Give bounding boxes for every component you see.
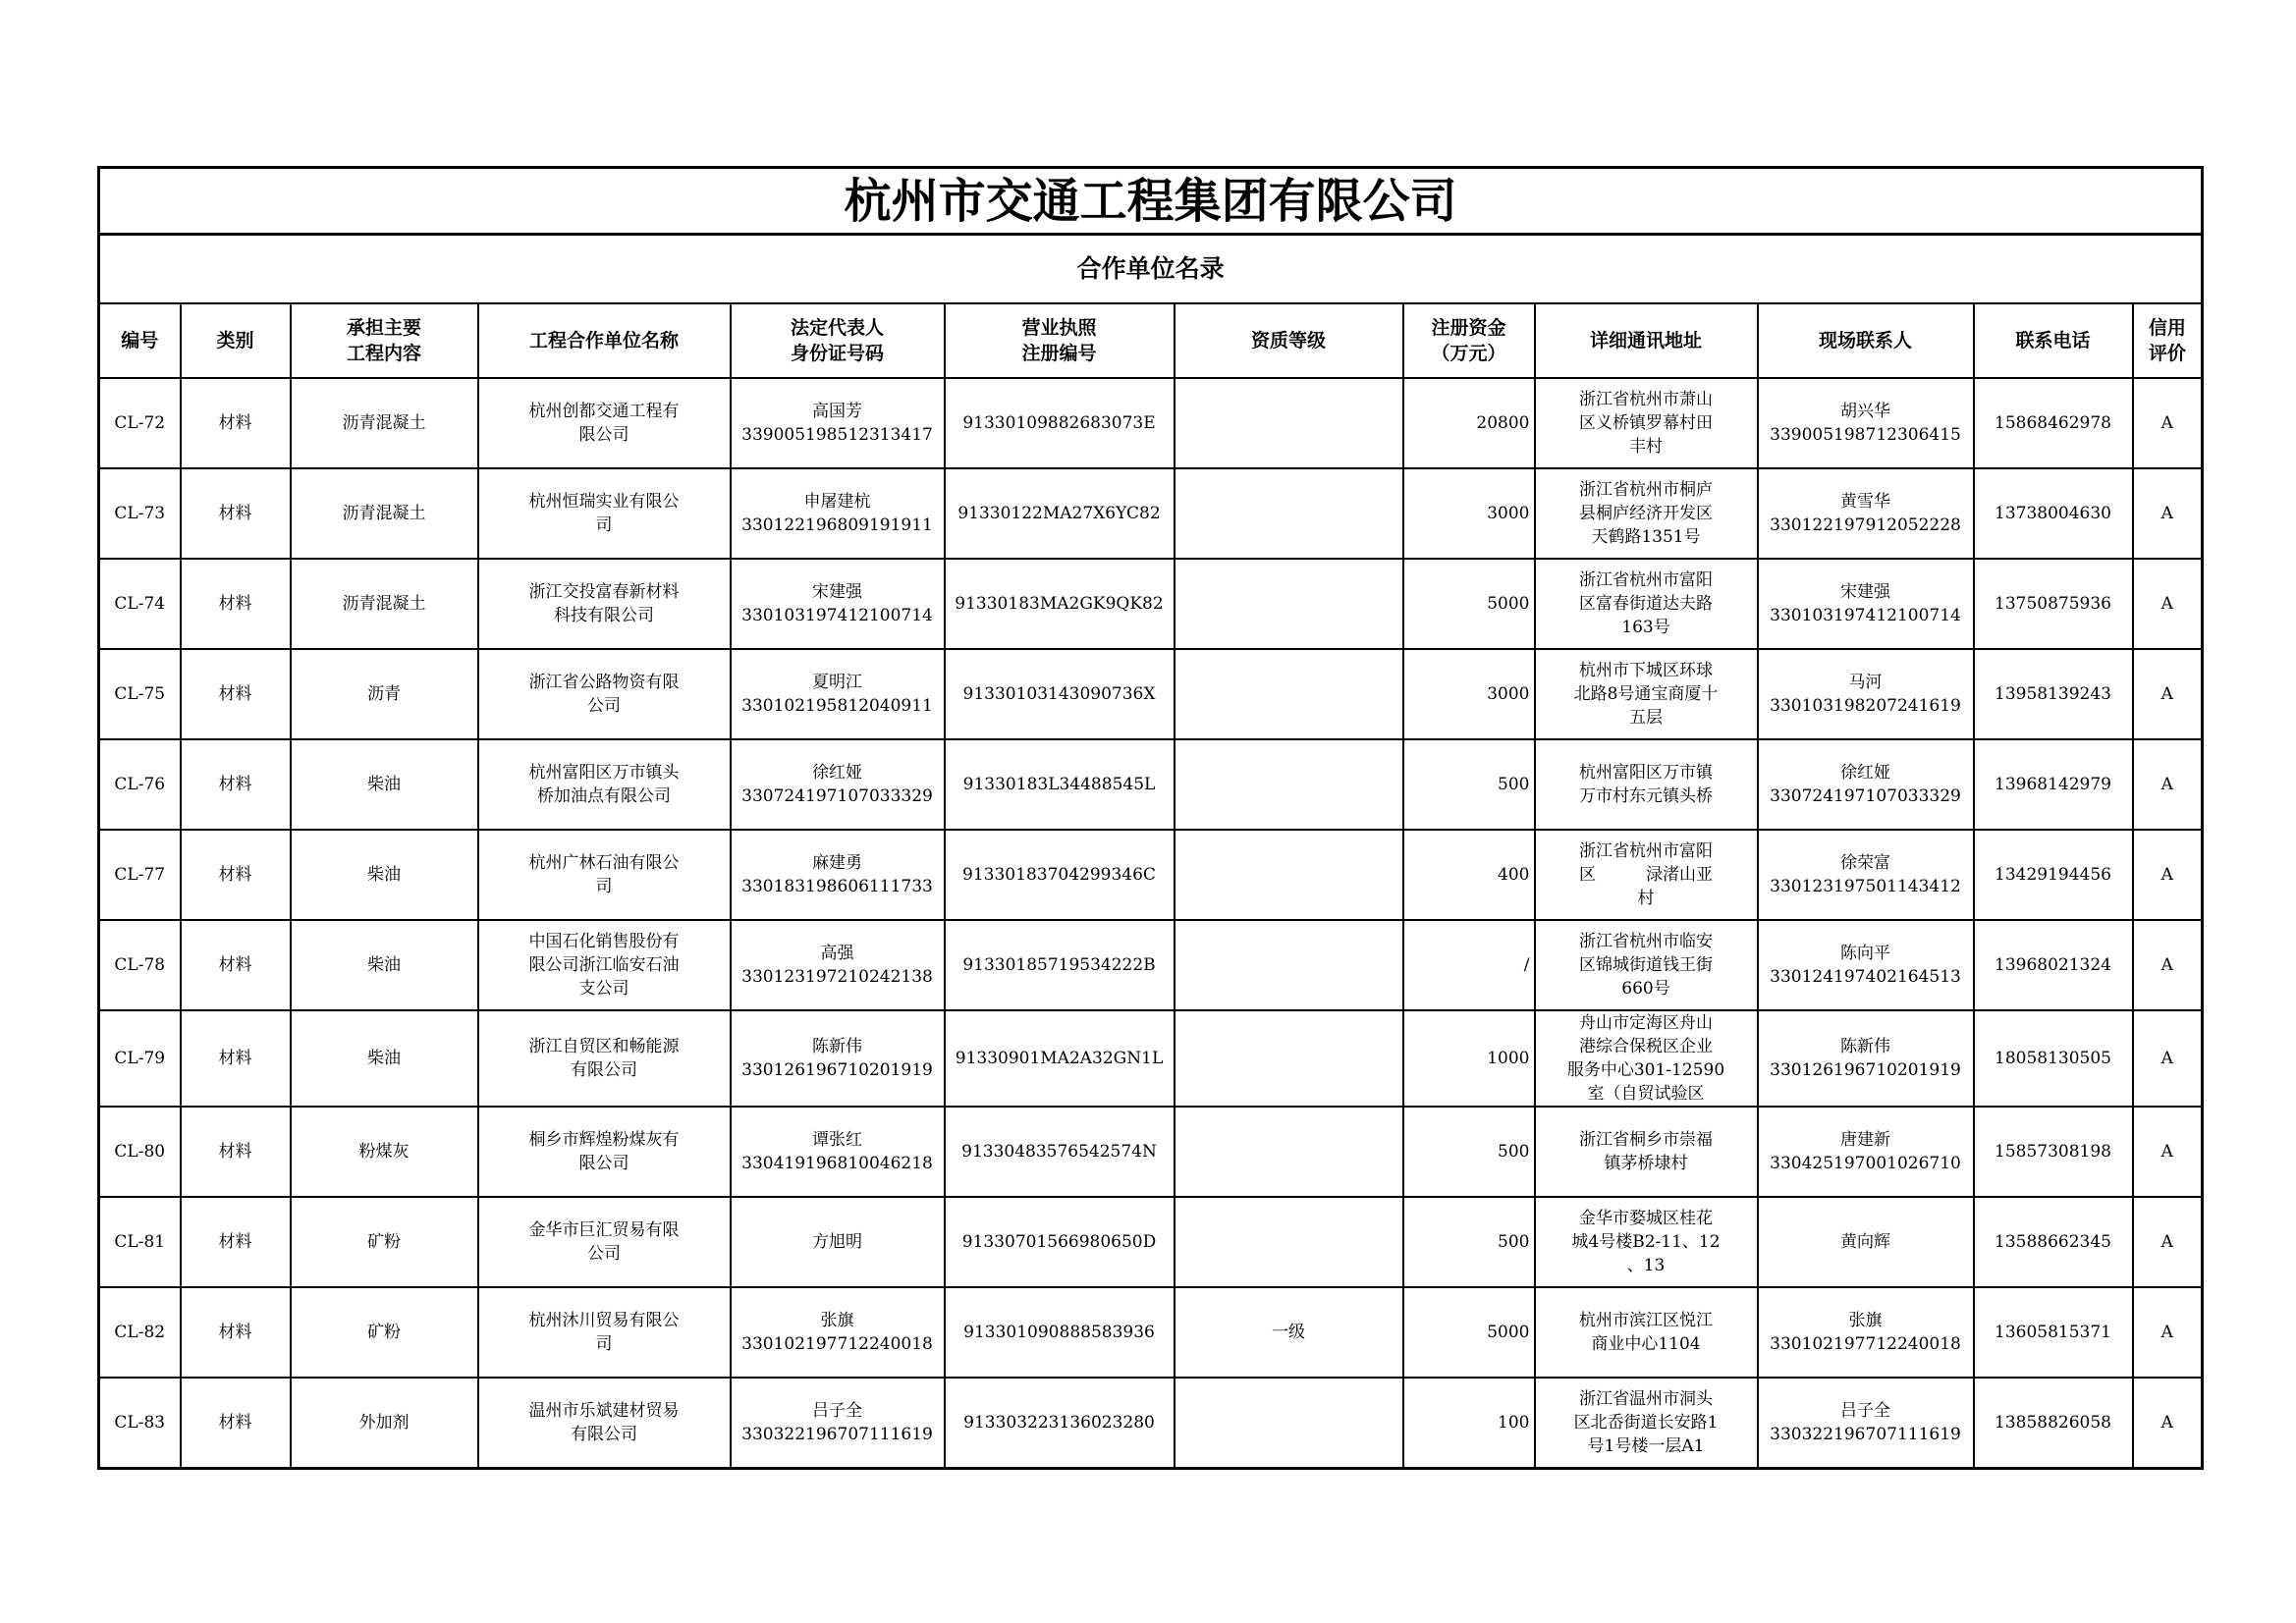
cell-capital: 100 [1403,1378,1535,1468]
col-legal-rep-header [731,303,945,378]
table-row [99,739,2203,830]
cell-contact-line: 330123197501143412 [1770,877,1961,896]
cell-legal-rep-line: 麻建勇 [812,853,862,873]
cell-qualification [1175,378,1403,468]
table-row [99,1197,2203,1287]
cell-license: 91330901MA2A32GN1L [945,1010,1175,1107]
col-address-header [1535,303,1758,378]
cell-contact-line: 黄向辉 [1840,1232,1890,1252]
cell-id: CL-81 [99,1197,181,1287]
cell-phone: 18058130505 [1974,1010,2133,1107]
cell-rating: A [2133,1197,2203,1287]
cell-qualification: 一级 [1175,1287,1403,1378]
cell-category: 材料 [181,1010,291,1107]
cell-qualification [1175,468,1403,559]
cell-company [478,468,731,559]
cell-company-line: 金华市巨汇贸易有限 [528,1220,680,1240]
cell-contact-line: 黄雪华 [1840,492,1890,512]
cell-legal-rep-line: 330122196809191911 [741,515,933,535]
cell-content: 矿粉 [291,1197,478,1287]
cell-id: CL-80 [99,1107,181,1197]
directory-subtitle: 合作单位名录 [99,235,2203,304]
cell-legal-rep-line: 330123197210242138 [741,967,933,987]
cell-legal-rep-line: 高国芳 [812,402,862,421]
col-qualification-header [1175,303,1403,378]
cell-contact [1758,468,1974,559]
header-label: 工程合作单位名称 [528,330,679,352]
cell-capital: 1000 [1403,1010,1535,1107]
cell-content: 沥青混凝土 [291,468,478,559]
col-id-header [99,303,181,378]
cell-license: 91330103143090736X [945,649,1175,739]
cell-id: CL-75 [99,649,181,739]
cell-content: 沥青混凝土 [291,559,478,649]
cell-address-line: 杭州市下城区环球 [1579,661,1713,680]
cell-company-line: 杭州富阳区万市镇头 [528,763,680,783]
header-label: 现场联系人 [1818,330,1912,352]
cell-qualification [1175,1197,1403,1287]
cell-contact-line: 马河 [1848,673,1883,692]
cell-id: CL-72 [99,378,181,468]
cell-legal-rep-line: 330102195812040911 [741,696,933,716]
cell-content: 外加剂 [291,1378,478,1468]
cell-qualification [1175,1010,1403,1107]
cell-address-line: 浙江省杭州市萧山 [1579,390,1713,409]
cell-content: 沥青混凝土 [291,378,478,468]
cell-legal-rep [731,1287,945,1378]
cell-category: 材料 [181,1107,291,1197]
table-row [99,1287,2203,1378]
cell-company-line: 杭州创都交通工程有 [528,402,680,421]
col-contact-header [1758,303,1974,378]
header-label: 营业执照 [1021,317,1097,339]
cell-legal-rep-line: 330419196810046218 [741,1154,933,1173]
cell-content: 柴油 [291,1010,478,1107]
cell-address-line: 区锦城街道钱王街 [1579,955,1713,975]
cell-capital: / [1403,920,1535,1010]
cell-category: 材料 [181,920,291,1010]
cell-contact-line: 吕子全 [1840,1400,1890,1421]
cell-license: 91330701566980650D [945,1197,1175,1287]
cell-license: 91330183704299346C [945,830,1175,920]
cell-company-line: 杭州恒瑞实业有限公 [528,492,680,512]
cell-id: CL-73 [99,468,181,559]
cell-company-line: 司 [595,877,613,896]
cell-category: 材料 [181,559,291,649]
cell-legal-rep-line: 宋建强 [812,582,862,602]
cell-company-line: 中国石化销售股份有 [528,932,680,951]
cell-legal-rep [731,559,945,649]
cell-rating: A [2133,1378,2203,1468]
cell-category: 材料 [181,649,291,739]
cell-qualification [1175,830,1403,920]
cell-category: 材料 [181,378,291,468]
cell-company [478,1010,731,1107]
table-row [99,920,2203,1010]
cell-address-line: 浙江省桐乡市崇福 [1579,1130,1713,1150]
cell-id: CL-82 [99,1287,181,1378]
cell-address-line: 金华市婺城区桂花 [1579,1209,1713,1228]
cell-company [478,739,731,830]
cell-company-line: 限公司 [578,1154,629,1173]
cell-company-line: 限公司 [578,425,629,445]
cell-company-line: 有限公司 [571,1060,637,1080]
cell-legal-rep-line: 高强 [820,944,854,963]
cell-phone: 13858826058 [1974,1378,2133,1468]
cell-address-line: 浙江省杭州市临安 [1579,932,1713,951]
cell-company-line: 科技有限公司 [554,606,654,625]
cell-legal-rep-line: 330126196710201919 [741,1060,933,1080]
cell-company-line: 公司 [587,1244,621,1264]
cell-license: 913301090888583936 [945,1287,1175,1378]
cell-capital: 500 [1403,1197,1535,1287]
cell-address [1535,1378,1758,1468]
table-row [99,559,2203,649]
cell-phone: 13968142979 [1974,739,2133,830]
col-capital-header [1403,303,1535,378]
cell-license: 913303223136023280 [945,1378,1175,1468]
cell-rating: A [2133,1287,2203,1378]
cell-qualification [1175,1378,1403,1468]
cell-legal-rep [731,920,945,1010]
cell-rating: A [2133,1010,2203,1107]
cell-address-line: 163号 [1621,618,1670,637]
cell-company-line: 司 [595,1334,613,1354]
cell-legal-rep-line: 夏明江 [812,673,862,692]
cell-company-line: 桐乡市辉煌粉煤灰有 [528,1130,680,1150]
cell-category: 材料 [181,1378,291,1468]
cell-capital: 20800 [1403,378,1535,468]
cell-capital: 3000 [1403,649,1535,739]
cell-contact [1758,830,1974,920]
cell-address [1535,1010,1758,1107]
cell-content: 柴油 [291,920,478,1010]
cell-contact-line: 330124197402164513 [1770,967,1961,987]
cell-contact-line: 330322196707111619 [1770,1424,1961,1444]
cell-address [1535,920,1758,1010]
cell-contact-line: 330724197107033329 [1770,786,1961,806]
header-label: 评价 [2148,343,2186,364]
cell-company-line: 公司 [587,696,621,716]
cell-license: 91330183L34488545L [945,739,1175,830]
cell-license: 91330109882683073E [945,378,1175,468]
cell-address-line: 浙江省杭州市富阳 [1579,841,1713,861]
cell-company [478,1197,731,1287]
cell-address-line: 区 渌渚山亚 [1579,865,1713,885]
cell-address-line: 天鹤路1351号 [1591,527,1701,547]
cell-company-line: 有限公司 [571,1424,637,1444]
cell-legal-rep-line: 330183198606111733 [741,877,933,896]
cell-address-line: 杭州富阳区万市镇 [1579,763,1713,783]
cell-category: 材料 [181,1197,291,1287]
cell-rating: A [2133,378,2203,468]
cell-phone: 15857308198 [1974,1107,2133,1197]
cell-id: CL-83 [99,1378,181,1468]
company-title: 杭州市交通工程集团有限公司 [99,168,2203,235]
cell-legal-rep-line: 陈新伟 [812,1037,862,1056]
cell-company-line: 限公司浙江临安石油 [528,955,680,975]
cell-license: 91330183MA2GK9QK82 [945,559,1175,649]
header-label: 联系电话 [2015,330,2091,352]
cell-address-line: 镇茅桥埭村 [1604,1154,1688,1173]
cell-address-line: 区北岙街道长安路1 [1573,1412,1719,1433]
cell-legal-rep [731,1010,945,1107]
cell-phone: 13958139243 [1974,649,2133,739]
cell-address-line: 万市村东元镇头桥 [1579,786,1713,806]
cell-qualification [1175,559,1403,649]
cell-contact-line: 330126196710201919 [1770,1060,1961,1080]
cell-capital: 5000 [1403,1287,1535,1378]
header-label: 法定代表人 [790,317,884,339]
header-label: 详细通讯地址 [1589,330,1702,352]
cell-contact-line: 张旗 [1848,1311,1883,1330]
cell-id: CL-77 [99,830,181,920]
cell-address-line: 商业中心1104 [1591,1334,1701,1354]
cell-id: CL-74 [99,559,181,649]
col-category-header [181,303,291,378]
cell-legal-rep-line: 申屠建杭 [803,492,871,512]
cell-company-line: 浙江交投富春新材料 [528,582,680,602]
cell-address-line: 浙江省杭州市桐庐 [1579,480,1713,500]
cell-phone: 13750875936 [1974,559,2133,649]
header-label: （万元） [1431,343,1506,364]
cell-legal-rep-line: 谭张红 [812,1130,862,1150]
cell-company [478,1107,731,1197]
col-company-header [478,303,731,378]
header-label: 信用 [2148,317,2186,339]
col-phone-header [1974,303,2133,378]
cell-legal-rep-line: 330724197107033329 [741,786,933,806]
header-label: 身份证号码 [790,343,884,364]
cell-contact-line: 330425197001026710 [1770,1154,1961,1173]
header-label: 注册编号 [1021,343,1097,364]
cell-rating: A [2133,1107,2203,1197]
cell-phone: 13429194456 [1974,830,2133,920]
cell-company-line: 司 [595,515,613,535]
partner-directory-table [97,166,2204,1470]
cell-category: 材料 [181,468,291,559]
cell-address [1535,649,1758,739]
cell-contact-line: 陈新伟 [1840,1037,1890,1056]
cell-contact [1758,378,1974,468]
cell-address-line: 浙江省杭州市富阳 [1579,570,1713,590]
cell-address [1535,378,1758,468]
cell-capital: 500 [1403,739,1535,830]
cell-legal-rep-line: 吕子全 [812,1400,862,1421]
table-row [99,468,2203,559]
cell-company [478,1378,731,1468]
cell-legal-rep [731,739,945,830]
table-row [99,378,2203,468]
cell-phone: 13605815371 [1974,1287,2133,1378]
cell-address-line: 区富春街道达夫路 [1579,594,1713,614]
cell-contact-line: 宋建强 [1840,582,1890,602]
cell-address-line: 660号 [1621,979,1670,999]
cell-contact-line: 330103197412100714 [1770,606,1961,625]
cell-legal-rep [731,649,945,739]
cell-rating: A [2133,468,2203,559]
cell-id: CL-76 [99,739,181,830]
cell-contact [1758,739,1974,830]
cell-qualification [1175,649,1403,739]
cell-contact [1758,559,1974,649]
cell-category: 材料 [181,1287,291,1378]
cell-contact [1758,1107,1974,1197]
cell-address [1535,1197,1758,1287]
cell-legal-rep-line: 330102197712240018 [741,1334,933,1354]
cell-license: 91330185719534222B [945,920,1175,1010]
cell-address-line: 区义桥镇罗幕村田 [1579,413,1713,433]
cell-qualification [1175,1107,1403,1197]
cell-contact-line: 330103198207241619 [1770,696,1961,716]
cell-legal-rep-line: 339005198512313417 [741,425,933,445]
cell-company-line: 浙江省公路物资有限 [528,673,680,692]
cell-address-line: 丰村 [1629,437,1663,457]
cell-company-line: 杭州广林石油有限公 [528,853,680,873]
cell-capital: 500 [1403,1107,1535,1197]
cell-id: CL-79 [99,1010,181,1107]
cell-qualification [1175,739,1403,830]
cell-address-line: 号1号楼一层A1 [1587,1435,1705,1456]
cell-company [478,830,731,920]
cell-content: 粉煤灰 [291,1107,478,1197]
cell-legal-rep [731,468,945,559]
table-row [99,649,2203,739]
cell-company [478,1287,731,1378]
cell-legal-rep-line: 方旭明 [812,1232,862,1252]
cell-legal-rep [731,1107,945,1197]
cell-contact [1758,649,1974,739]
cell-legal-rep-line: 330103197412100714 [741,606,933,625]
cell-phone: 13588662345 [1974,1197,2133,1287]
cell-phone: 13738004630 [1974,468,2133,559]
cell-address [1535,739,1758,830]
cell-contact-line: 胡兴华 [1840,402,1890,421]
cell-address [1535,468,1758,559]
cell-address-line: 浙江省温州市洞头 [1579,1388,1713,1409]
cell-contact-line: 339005198712306415 [1770,425,1961,445]
cell-category: 材料 [181,830,291,920]
cell-address-line: 城4号楼B2-11、12 [1571,1232,1721,1252]
cell-id: CL-78 [99,920,181,1010]
cell-address-line: 杭州市滨江区悦江 [1579,1311,1713,1330]
cell-company [478,559,731,649]
cell-content: 柴油 [291,739,478,830]
table-row [99,1378,2203,1468]
cell-legal-rep-line: 徐红娅 [812,763,862,783]
cell-contact-line: 徐荣富 [1840,853,1890,873]
cell-address [1535,1107,1758,1197]
cell-legal-rep [731,378,945,468]
cell-contact [1758,920,1974,1010]
cell-capital: 400 [1403,830,1535,920]
table-row [99,830,2203,920]
cell-rating: A [2133,739,2203,830]
cell-company [478,378,731,468]
cell-legal-rep [731,1197,945,1287]
cell-content: 柴油 [291,830,478,920]
cell-rating: A [2133,649,2203,739]
cell-contact-line: 陈向平 [1840,944,1890,963]
cell-content: 矿粉 [291,1287,478,1378]
cell-rating: A [2133,830,2203,920]
cell-qualification [1175,920,1403,1010]
cell-capital: 3000 [1403,468,1535,559]
cell-legal-rep-line: 330322196707111619 [741,1424,933,1444]
cell-phone: 13968021324 [1974,920,2133,1010]
table-row [99,1010,2203,1107]
col-content-header [291,303,478,378]
table-row [99,1107,2203,1197]
cell-legal-rep-line: 张旗 [820,1311,854,1330]
cell-contact-line: 330122197912052228 [1770,515,1961,535]
cell-address-line: 、13 [1626,1256,1666,1275]
cell-address-line: 县桐庐经济开发区 [1579,504,1713,523]
cell-rating: A [2133,920,2203,1010]
col-license-header [945,303,1175,378]
cell-company-line: 浙江自贸区和畅能源 [528,1037,680,1056]
column-header-row [99,303,2203,378]
cell-content: 沥青 [291,649,478,739]
cell-address-line: 舟山市定海区舟山 [1579,1013,1713,1033]
cell-company-line: 杭州沐川贸易有限公 [528,1311,680,1330]
col-rating-header [2133,303,2203,378]
cell-license: 91330122MA27X6YC82 [945,468,1175,559]
cell-contact [1758,1287,1974,1378]
cell-rating: A [2133,559,2203,649]
cell-address [1535,830,1758,920]
header-label: 类别 [216,330,254,352]
cell-company-line: 支公司 [578,979,629,999]
cell-contact [1758,1010,1974,1107]
cell-license: 91330483576542574N [945,1107,1175,1197]
header-label: 工程内容 [346,343,421,364]
cell-contact-line: 330102197712240018 [1770,1334,1961,1354]
cell-category: 材料 [181,739,291,830]
cell-address [1535,559,1758,649]
cell-company-line: 温州市乐斌建材贸易 [528,1400,680,1421]
cell-address-line: 室（自贸试验区 [1587,1084,1705,1104]
cell-address [1535,1287,1758,1378]
cell-legal-rep [731,830,945,920]
header-label: 资质等级 [1250,330,1326,352]
cell-contact [1758,1197,1974,1287]
cell-address-line: 北路8号通宝商厦十 [1573,684,1719,704]
cell-contact-line: 唐建新 [1840,1130,1890,1150]
header-label: 注册资金 [1431,317,1506,339]
table-body [99,378,2203,1468]
cell-contact-line: 徐红娅 [1840,763,1890,783]
cell-capital: 5000 [1403,559,1535,649]
cell-company [478,649,731,739]
cell-company [478,920,731,1010]
cell-contact [1758,1378,1974,1468]
cell-address-line: 服务中心301-12590 [1566,1060,1725,1080]
header-label: 承担主要 [346,317,421,339]
cell-address-line: 村 [1637,889,1655,908]
cell-phone: 15868462978 [1974,378,2133,468]
cell-address-line: 五层 [1629,708,1663,728]
cell-company-line: 桥加油点有限公司 [537,786,671,806]
cell-legal-rep [731,1378,945,1468]
header-label: 编号 [121,330,159,352]
cell-address-line: 港综合保税区企业 [1579,1037,1713,1056]
